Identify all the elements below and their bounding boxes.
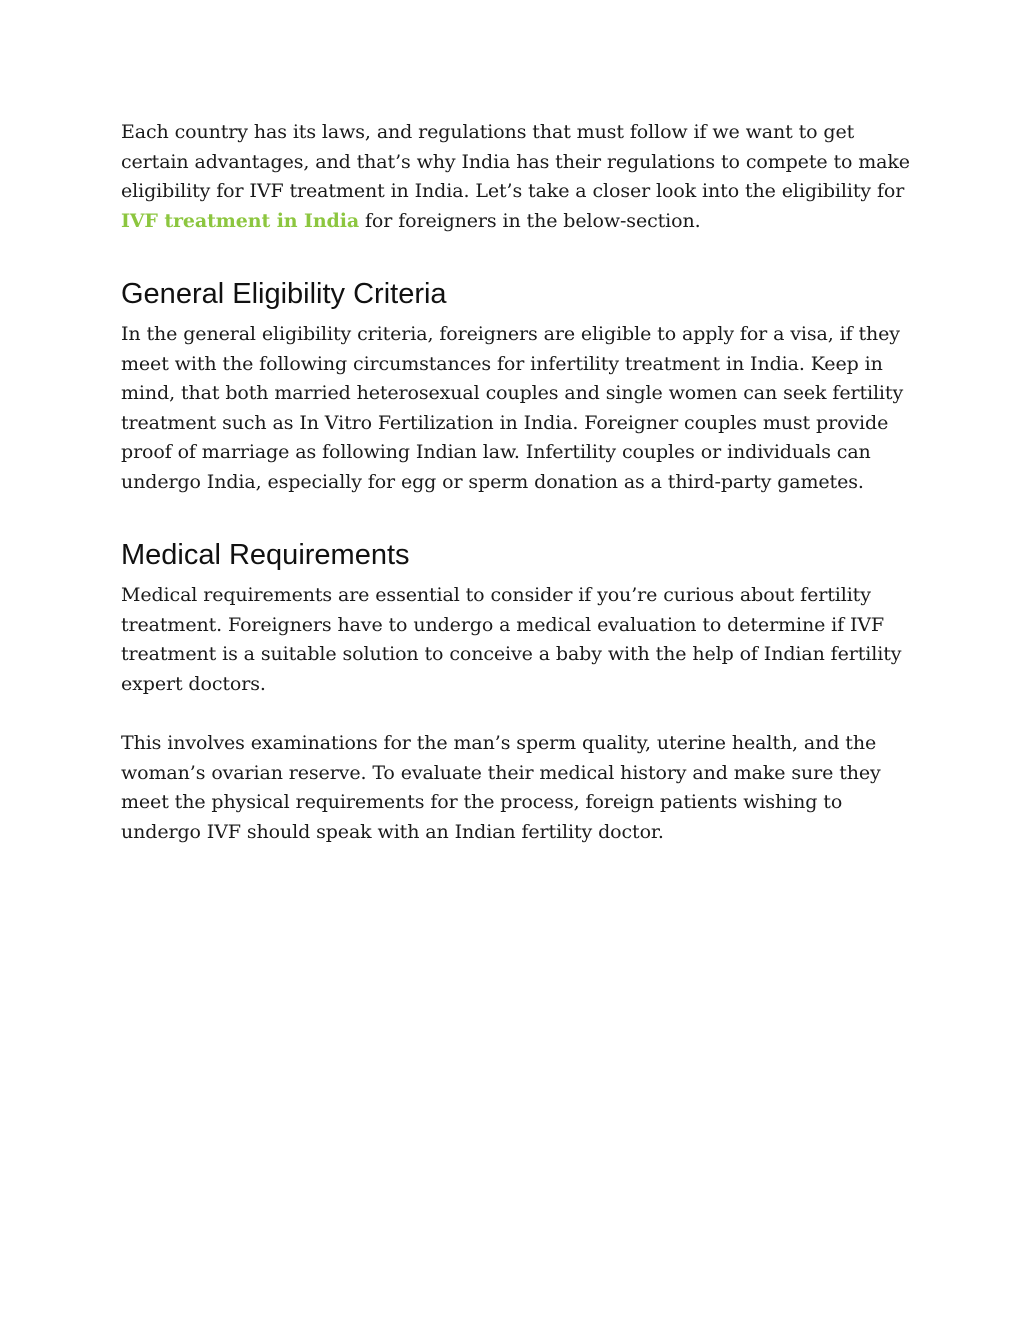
ivf-treatment-link[interactable]: IVF treatment in India xyxy=(121,209,360,232)
general-eligibility-paragraph: In the general eligibility criteria, foreigners are eligible to apply for a visa, if they meet with the following circumstances for infertility treatment in India. Keep in mind, that both married heterosexual couples and single women can seek fertility treatment such as In Vitro Fertilization in India. Foreigner couples must provide proof of marriage as following Indian law. Infertility couples or individuals can undergo India, especially for egg or sperm donation as a third-party gametes. xyxy=(121,323,904,493)
intro-text-before: Each country has its laws, and regulations that must follow if we want to get certain advantages, and that’s why India has their regulations to compete to make eligibility for IVF treatment in India. Let’s take a closer look into the eligibility for xyxy=(121,121,910,202)
medical-requirements-paragraph-2: This involves examinations for the man’s sperm quality, uterine health, and the woman’s ovarian reserve. To evaluate their medical history and make sure they meet the physical requirements for the process, foreign patients wishing to undergo IVF should speak with an Indian fertility doctor. xyxy=(121,732,881,843)
intro-text-after: for foreigners in the below-section. xyxy=(359,209,701,232)
medical-requirements-paragraph-1: Medical requirements are essential to consider if you’re curious about fertility treatment. Foreigners have to undergo a medical evaluation to determine if IVF treatment is a suitable solution to conceive a baby with the help of Indian fertility expert doctors. xyxy=(121,584,902,695)
section-heading-general-eligibility: General Eligibility Criteria xyxy=(121,278,447,310)
document-page xyxy=(121,118,911,847)
section-heading-medical-requirements: Medical Requirements xyxy=(121,539,410,571)
intro-paragraph xyxy=(121,118,911,236)
